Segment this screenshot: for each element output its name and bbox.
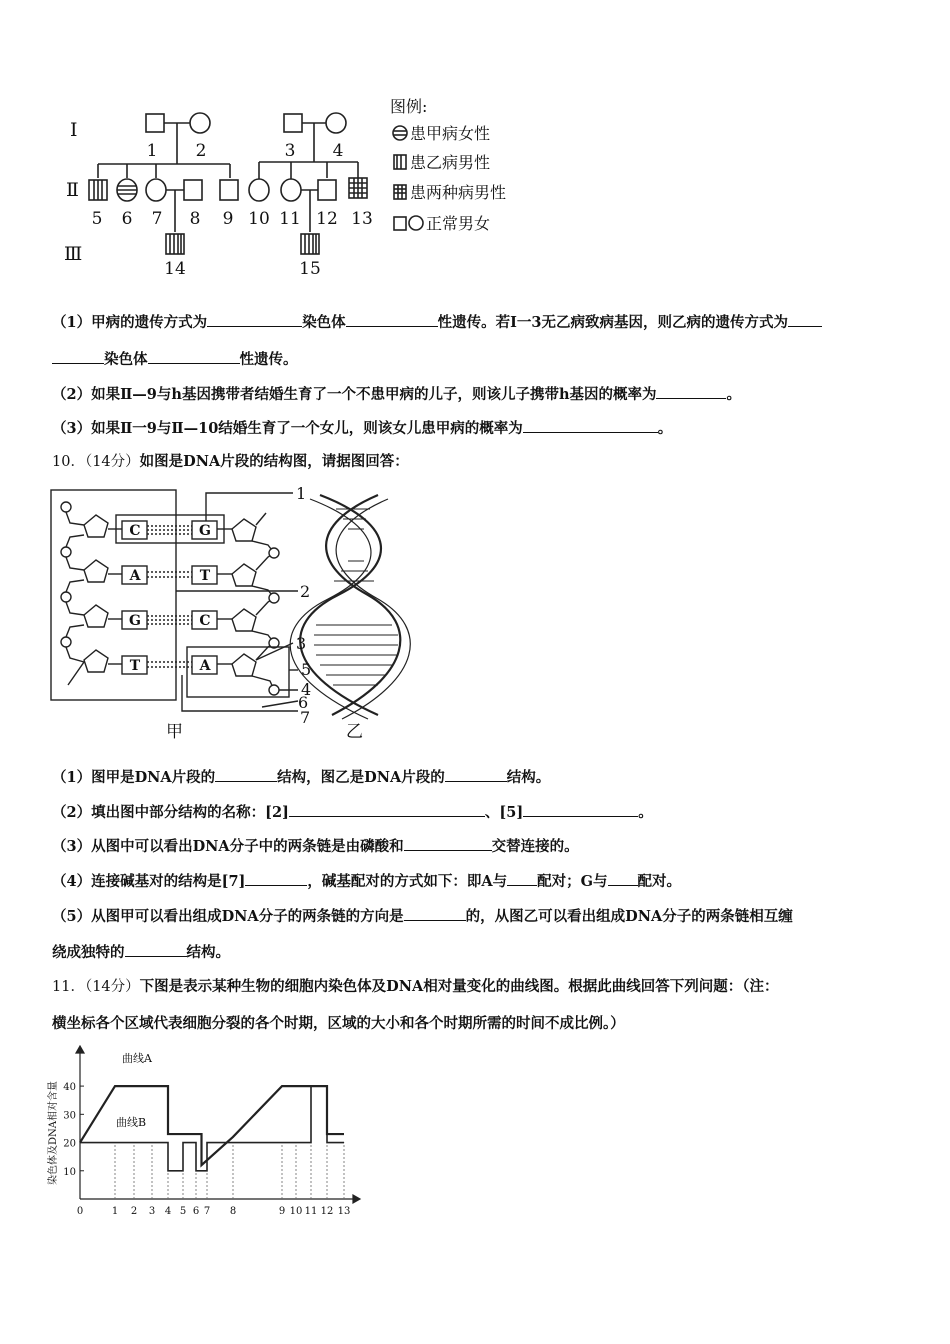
q9-p1-d: 染色体 (104, 351, 148, 368)
label-5: 5 (301, 660, 312, 679)
phosphate-icon (269, 548, 279, 558)
x-tick-label: 12 (320, 1206, 334, 1217)
deoxyribose-icon (84, 650, 108, 672)
q9-blank-1[interactable] (207, 312, 302, 327)
label-4: 4 (301, 680, 312, 699)
x-tick-label: 7 (203, 1206, 211, 1217)
q11-stem2-text: 横坐标各个区域代表细胞分裂的各个时期，区域的大小和各个时期所需的时间不成比例。） (52, 1015, 625, 1032)
q10-sub3 (52, 836, 579, 857)
pedigree-diagram (60, 92, 540, 282)
q9-blank-4[interactable] (148, 349, 240, 364)
q10-s4-c: 配对；G与 (537, 873, 608, 890)
q9-p3-b: 。 (657, 420, 673, 437)
caption-yi: 乙 (346, 722, 363, 742)
q10-s3-b: 交替连接的。 (491, 838, 579, 855)
x-tick-label: 10 (289, 1206, 303, 1217)
q11-stem (52, 977, 778, 997)
q9-p3-a: （3）如果Ⅱ一9与Ⅱ—10结婚生育了一个女儿，则该女儿患甲病的概率为 (52, 420, 523, 437)
left-base-4: T (129, 658, 141, 674)
num-12: 12 (316, 209, 338, 229)
q10-blank-7[interactable] (507, 871, 537, 886)
label-7: 7 (300, 708, 311, 727)
q9-part2 (52, 384, 741, 405)
phosphate-icon (61, 592, 71, 602)
num-8: 8 (189, 209, 201, 229)
num-6: 6 (121, 209, 133, 229)
deoxyribose-icon (232, 609, 256, 631)
q10-blank-5[interactable] (404, 836, 492, 851)
q10-stem-text: 如图是DNA片段的结构图，请据图回答： (139, 453, 409, 470)
q10-s2-c: 。 (638, 804, 653, 821)
num-2: 2 (195, 141, 207, 161)
phosphate-icon (61, 502, 71, 512)
q9-blank-3[interactable] (788, 312, 822, 327)
x-tick-label: 8 (229, 1206, 237, 1217)
q10-sub5-line1 (52, 906, 793, 927)
num-14: 14 (164, 259, 186, 279)
num-7: 7 (151, 209, 163, 229)
label-6: 6 (298, 693, 309, 712)
gen-label-3: Ⅲ (64, 243, 83, 265)
label-2: 2 (300, 582, 311, 601)
q9-part1-line2 (52, 349, 298, 370)
deoxyribose-icon (232, 564, 256, 586)
y-tick-label: 40 (63, 1082, 76, 1094)
num-1: 1 (146, 141, 158, 161)
x-tick-label: 4 (164, 1206, 172, 1217)
y-axis-label: 染色体及DNA相对含量 (48, 1081, 59, 1185)
q9-part1-line1 (52, 312, 822, 333)
series-label-b: 曲线B (116, 1116, 147, 1129)
num-3: 3 (284, 141, 296, 161)
q10-s1-a: （1）图甲是DNA片段的 (52, 769, 216, 786)
q11-number: 11．（14分） (52, 979, 140, 995)
q9-p2-a: （2）如果Ⅱ—9与h基因携带者结婚生育了一个不患甲病的儿子，则该儿子携带h基因的概率为 (52, 386, 657, 403)
q9-blank-5[interactable] (656, 384, 726, 399)
phosphate-icon (269, 685, 279, 695)
x-tick-label: 1 (111, 1206, 119, 1217)
q10-s1-c: 结构。 (506, 769, 551, 786)
q10-blank-4[interactable] (523, 802, 638, 817)
gen-label-2: Ⅱ (66, 179, 79, 201)
q10-sub4 (52, 871, 681, 892)
chromosome-dna-chart (40, 1045, 370, 1225)
q10-s2-b: 、[5] (484, 804, 524, 821)
individual-9 (220, 180, 238, 200)
x-tick-label: 3 (148, 1206, 156, 1217)
caption-jia: 甲 (166, 722, 183, 742)
q9-p1-b: 染色体 (302, 314, 346, 331)
q10-blank-8[interactable] (608, 871, 638, 886)
x-tick-label: 11 (304, 1206, 318, 1217)
legend-item-1: 患甲病女性 (410, 124, 491, 143)
num-13: 13 (351, 209, 373, 229)
deoxyribose-icon (84, 560, 108, 582)
deoxyribose-icon (84, 605, 108, 627)
deoxyribose-icon (84, 515, 108, 537)
x-tick-label: 2 (130, 1206, 138, 1217)
q10-s3-a: （3）从图中可以看出DNA分子中的两条链是由磷酸和 (52, 838, 404, 855)
q10-stem (52, 452, 409, 472)
y-tick-label: 20 (63, 1138, 76, 1150)
num-15: 15 (299, 259, 321, 279)
q9-blank-2[interactable] (346, 312, 438, 327)
x-tick-label: 13 (337, 1206, 351, 1217)
num-11: 11 (279, 209, 301, 229)
gen-label-1: Ⅰ (70, 119, 78, 141)
phosphate-icon (269, 593, 279, 603)
q10-blank-6[interactable] (245, 871, 307, 886)
q10-s5-d: 结构。 (186, 944, 230, 961)
q10-sub2 (52, 802, 653, 823)
q9-part3 (52, 418, 672, 439)
q10-sub1 (52, 767, 550, 788)
q10-s4-a: （4）连接碱基对的结构是[7] (52, 873, 246, 890)
q10-s5-a: （5）从图甲可以看出组成DNA分子的两条链的方向是 (52, 908, 404, 925)
q10-s2-a: （2）填出图中部分结构的名称：[2] (52, 804, 289, 821)
legend-item-2: 患乙病男性 (410, 153, 491, 172)
q9-blank-6[interactable] (523, 418, 658, 433)
individual-2 (190, 113, 210, 133)
q9-p2-b: 。 (726, 386, 741, 403)
series-label-a: 曲线A (122, 1052, 152, 1065)
dna-structure-diagram (48, 485, 418, 745)
left-base-2: A (129, 568, 141, 584)
individual-3 (284, 114, 302, 132)
deoxyribose-icon (232, 519, 256, 541)
individual-10 (249, 179, 269, 201)
q9-p1-c: 性遗传。若Ⅰ一3无乙病致病基因，则乙病的遗传方式为 (437, 314, 788, 331)
num-5: 5 (91, 209, 103, 229)
num-10: 10 (248, 209, 270, 229)
q9-blank-3-cont[interactable] (52, 349, 104, 364)
label-1: 1 (296, 485, 307, 503)
q10-blank-3[interactable] (289, 802, 485, 817)
right-base-3: C (199, 613, 211, 629)
x-tick-label: 0 (76, 1206, 84, 1217)
q10-s5-c: 绕成独特的 (52, 944, 125, 961)
right-base-1: G (199, 523, 211, 539)
num-4: 4 (332, 141, 344, 161)
label-3: 3 (296, 634, 307, 653)
q9-p1-e: 性遗传。 (239, 351, 298, 368)
phosphate-icon (61, 637, 71, 647)
y-tick-label: 30 (63, 1110, 76, 1122)
q10-s1-b: 结构，图乙是DNA片段的 (277, 769, 445, 786)
q9-p1-a: （1）甲病的遗传方式为 (52, 314, 208, 331)
individual-4 (326, 113, 346, 133)
q10-sub5-line2 (52, 942, 230, 963)
individual-7 (146, 179, 166, 201)
q11-stem2 (52, 1014, 625, 1034)
individual-11 (281, 179, 301, 201)
q10-s4-b: ，碱基配对的方式如下：即A与 (307, 873, 508, 890)
q10-blank-10[interactable] (125, 942, 187, 957)
legend-title: 图例: (390, 97, 428, 116)
deoxyribose-icon (232, 654, 256, 676)
legend-item-3: 患两种病男性 (410, 183, 507, 202)
q11-stem-text: 下图是表示某种生物的细胞内染色体及DNA相对量变化的曲线图。根据此曲线回答下列问题：（注： (139, 978, 779, 995)
left-base-1: C (129, 523, 141, 539)
q10-s5-b: 的，从图乙可以看出组成DNA分子的两条链相互缠 (465, 908, 793, 925)
num-9: 9 (222, 209, 234, 229)
y-axis-arrow (76, 1046, 84, 1053)
individual-8 (184, 180, 202, 200)
q10-blank-1[interactable] (215, 767, 277, 782)
q10-s4-d: 配对。 (637, 873, 682, 890)
q10-blank-9[interactable] (404, 906, 466, 921)
q10-number: 10．（14分） (52, 454, 140, 470)
right-base-4: A (199, 658, 211, 674)
x-tick-label: 6 (192, 1206, 200, 1217)
y-tick-label: 10 (63, 1166, 76, 1178)
q10-blank-2[interactable] (445, 767, 507, 782)
x-tick-label: 9 (278, 1206, 286, 1217)
individual-1 (146, 114, 164, 132)
individual-12 (318, 180, 336, 200)
x-axis-arrow (353, 1195, 360, 1203)
legend-item-4: 正常男女 (426, 214, 491, 233)
x-tick-label: 5 (179, 1206, 187, 1217)
left-base-3: G (129, 613, 141, 629)
right-base-2: T (199, 568, 211, 584)
phosphate-icon (61, 547, 71, 557)
